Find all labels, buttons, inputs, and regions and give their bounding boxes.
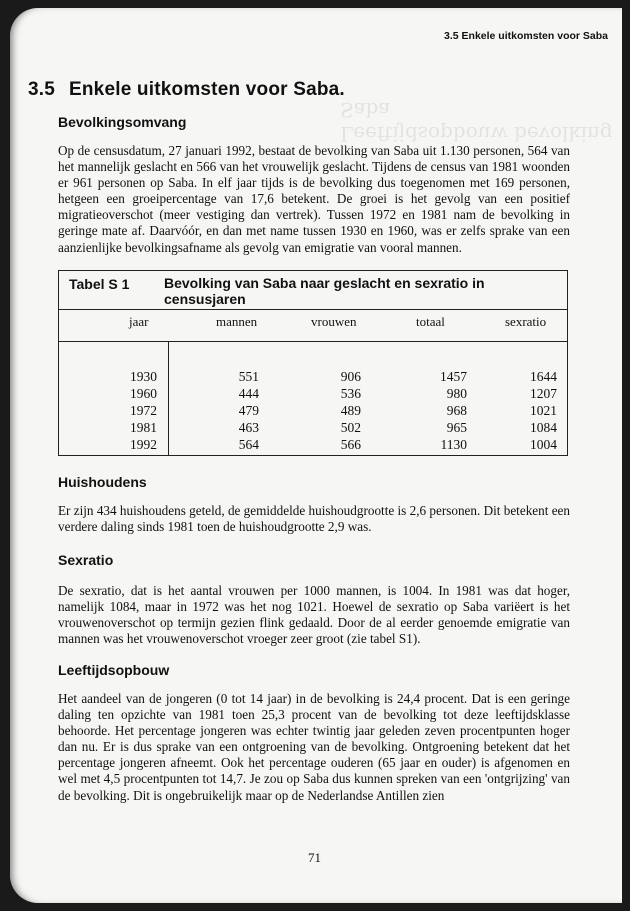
cell-mannen: 444 [238, 386, 259, 401]
table-label: Tabel S 1 [69, 276, 130, 292]
page-number: 71 [308, 850, 321, 865]
section-heading-huishoudens: Huishoudens [58, 474, 147, 490]
cell-jaar: 1981 [130, 420, 157, 435]
table-title: Bevolking van Saba naar geslacht en sexratio in censusjaren [164, 275, 485, 307]
table-column-headers [59, 309, 567, 342]
cell-totaal: 1130 [440, 437, 467, 452]
table-row [59, 369, 567, 385]
cell-jaar: 1960 [130, 386, 157, 401]
cell-vrouwen: 489 [340, 403, 361, 418]
cell-jaar: 1992 [130, 437, 157, 452]
section-heading-sexratio: Sexratio [58, 552, 114, 568]
bleed-through-text: Leeftijdsopbouw bevolking Saba [340, 98, 613, 146]
table-row [59, 437, 567, 453]
cell-vrouwen: 502 [340, 420, 361, 435]
cell-jaar: 1972 [130, 403, 157, 418]
chapter-title [28, 79, 345, 101]
cell-sexratio: 1021 [530, 403, 557, 418]
cell-vrouwen: 566 [340, 437, 361, 452]
cell-totaal: 965 [446, 420, 467, 435]
paragraph-sexratio: De sexratio, dat is het aantal vrouwen per 1000 mannen, is 1004. In 1981 was dat hoger, namelijk 1084, maar in 1972 was het nog 1021. Hoewel de sexratio op Saba variëert is het vrouwenoverschot op termijn gezien flink gedaald. Door de al eerder genoemde emigratie van mannen was het vrouwenoverschot vroeger zeer groot (zie tabel S1). [58, 583, 570, 647]
cell-sexratio: 1084 [530, 420, 557, 435]
cell-mannen: 463 [238, 420, 259, 435]
cell-sexratio: 1207 [530, 386, 557, 401]
cell-totaal: 980 [446, 386, 467, 401]
cell-sexratio: 1644 [530, 369, 557, 384]
cell-mannen: 551 [238, 369, 259, 384]
cell-sexratio: 1004 [530, 437, 557, 452]
paragraph-huishoudens: Er zijn 434 huishoudens geteld, de gemiddelde huishoudgrootte is 2,6 personen. Dit betekent een verdere daling sinds 1981 toen de huishoudgrootte 2,9 was. [58, 503, 571, 535]
cell-jaar: 1930 [130, 369, 157, 384]
column-header-mannen: mannen [216, 314, 258, 329]
cell-totaal: 968 [446, 403, 467, 418]
section-heading-bevolkingsomvang: Bevolkingsomvang [58, 114, 187, 130]
cell-vrouwen: 906 [340, 369, 361, 384]
column-header-totaal: totaal [416, 314, 445, 329]
document-page [10, 8, 622, 903]
column-header-sexratio: sexratio [505, 314, 547, 329]
table-s1 [58, 270, 568, 456]
paragraph-leeftijdsopbouw: Het aandeel van de jongeren (0 tot 14 jaar) in de bevolking is 24,4 procent. Dat is een geringe daling ten opzichte van 1981 toen 25,3 procent van de bevolking tot deze leeftijdsklasse behoorde. Het percentage jongeren was echter twintig jaar geleden zeven procentpunten hoger dan nu. Er is dus sprake van een ontgroening van de bevolking. Ontgroening betekent dat het percentage jongeren afneemt. Ook het percentage ouderen (65 jaar en ouder) is afgenomen en wel met 4,5 procentpunten tot 14,7. Je zou op Saba dus kunnen spreken van een 'ontgrijzing' van de bevolking. Dit is ongebruikelijk maar op de Nederlandse Antillen zien [58, 691, 570, 803]
cell-totaal: 1457 [440, 369, 467, 384]
running-head: 3.5 Enkele uitkomsten voor Saba [444, 30, 608, 42]
chapter-number: 3.5 [28, 79, 56, 100]
table-row [59, 386, 567, 402]
cell-vrouwen: 536 [340, 386, 361, 401]
column-header-vrouwen: vrouwen [311, 314, 357, 329]
table-row [59, 420, 567, 436]
table-row [59, 403, 567, 419]
cell-mannen: 479 [238, 403, 259, 418]
paragraph-bevolkingsomvang: Op de censusdatum, 27 januari 1992, bestaat de bevolking van Saba uit 1.130 personen, 564 van het mannelijk geslacht en 566 van het vrouwelijk geslacht. Tijdens de census van 1981 woonden er 961 personen op Saba. In elf jaar tijds is de bevolking dus toegenomen met 169 personen, hetgeen een groeipercentage van 17,6 betekent. De groei is het gevolg van een positief migratieoverschot (meer vestiging dan vertrek). Tussen 1972 en 1981 nam de bevolking in geringe mate af. Daarvóór, en dan met name tussen 1930 en 1960, was er zelfs sprake van een aanzienlijke bevolkingsafname als gevolg van emigratie van vooral mannen. [58, 143, 570, 255]
table-header [59, 271, 567, 310]
cell-mannen: 564 [238, 437, 259, 452]
chapter-title-text: Enkele uitkomsten voor Saba. [69, 79, 345, 100]
column-header-jaar: jaar [129, 314, 149, 329]
section-heading-leeftijdsopbouw: Leeftijdsopbouw [58, 662, 170, 678]
